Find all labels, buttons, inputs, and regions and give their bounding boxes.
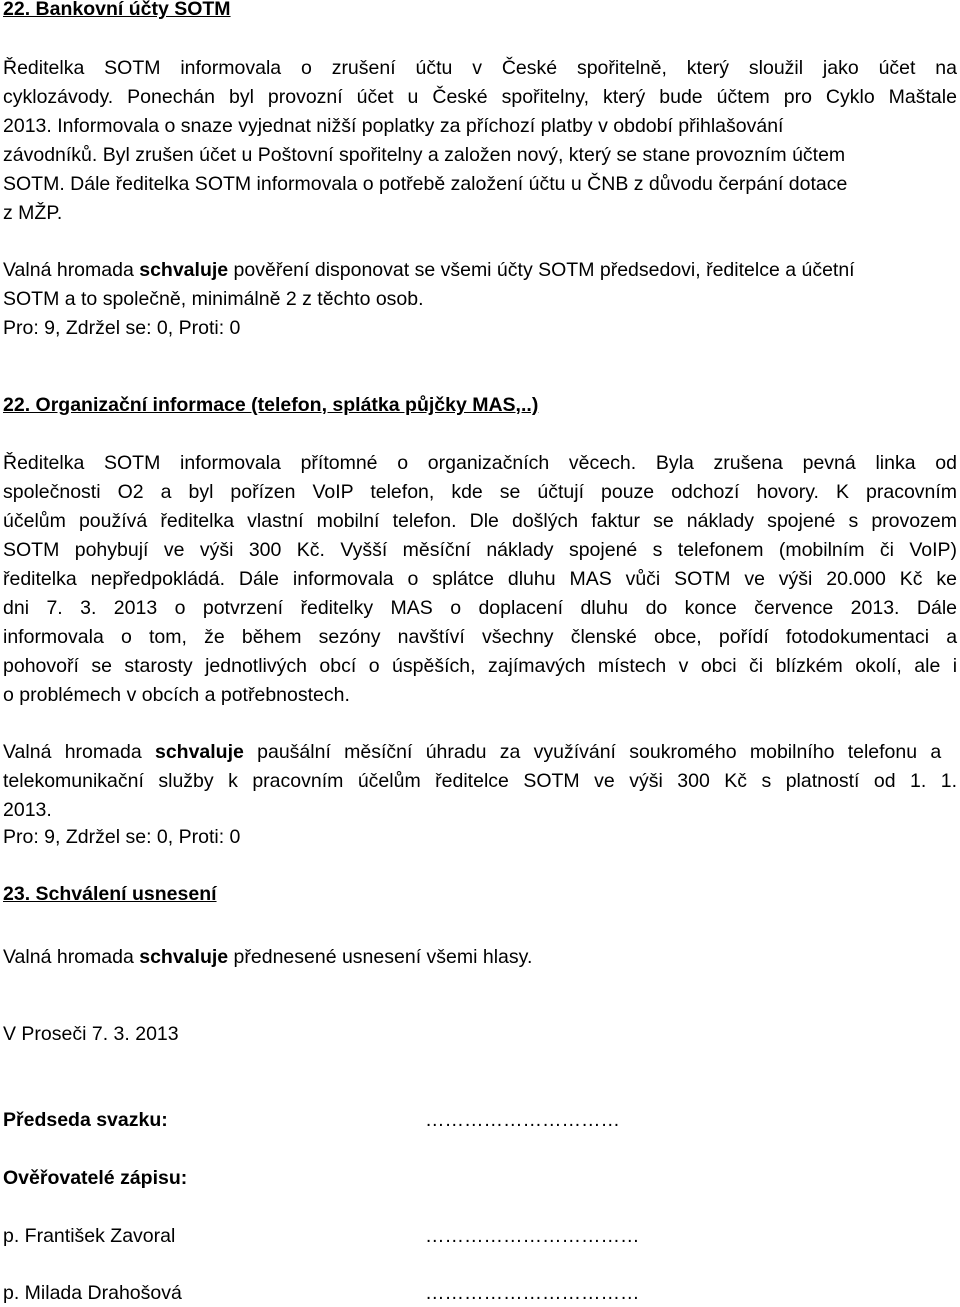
- resolution-prefix: Valná hromada: [3, 259, 140, 281]
- section-heading-approval: 23. Schválení usnesení: [3, 883, 217, 905]
- vote-abstain-value: 0,: [151, 317, 179, 339]
- paragraph-line: ředitelka nepředpokládá. Dále informovala o splátce dluhu MAS vůči SOTM ve výši 20.000 Kč ke: [3, 568, 957, 590]
- paragraph-line: závodníků. Byl zrušen účet u Poštovní spořitelny a založen nový, který se stane provozním účtem: [3, 144, 846, 166]
- paragraph-line: SOTM. Dále ředitelka SOTM informovala o potřebě založení účtu u ČNB z důvodu čerpání dotace: [3, 173, 848, 195]
- verifier-name: p. František Zavoral: [3, 1225, 176, 1247]
- paragraph-line: Ředitelka SOTM informovala o zrušení účtu v České spořitelně, který sloužil jako účet na: [3, 57, 957, 79]
- paragraph-line: společnosti O2 a byl pořízen VoIP telefon, kde se účtují pouze odchozí hovory. K pracovním: [3, 481, 958, 503]
- vote-pro-value: 9,: [38, 317, 66, 339]
- paragraph-line: pohovoří se starosty jednotlivých obcí o úspěších, zajímavých místech v obci či blízkém okolí, ale i: [3, 655, 958, 677]
- chair-signature-line: …………………………: [425, 1109, 620, 1131]
- resolution-line: telekomunikační služby k pracovním účelům ředitelce SOTM ve výši 300 Kč s platností od 1. 1.: [3, 770, 958, 792]
- paragraph-line: informovala o tom, že během sezóny navštíví všechny členské obce, pořídí fotodokumentaci a: [3, 626, 958, 648]
- place-date: V Proseči 7. 3. 2013: [3, 1023, 179, 1045]
- vote-pro-value: 9,: [38, 826, 66, 848]
- paragraph-line: dni 7. 3. 2013 o potvrzení ředitelky MAS o doplacení dluhu do konce července 2013. Dále: [3, 597, 957, 619]
- vote-abstain-value: 0,: [151, 826, 179, 848]
- paragraph-line: cyklozávody. Ponechán byl provozní účet u České spořitelny, který bude účtem pro Cyklo Maštale: [3, 86, 957, 108]
- paragraph-line: Ředitelka SOTM informovala přítomné o organizačních věcech. Byla zrušena pevná linka od: [3, 452, 957, 474]
- paragraph-line: účelům používá ředitelka vlastní mobilní telefon. Dle došlých faktur se náklady spojené s provozem: [3, 510, 957, 532]
- verifier-signature-line: ……………………………: [425, 1225, 640, 1247]
- verifier-signature-line: ……………………………: [425, 1282, 640, 1304]
- vote-against-value: 0: [224, 826, 241, 848]
- vote-abstain-label: Zdržel se:: [65, 317, 152, 339]
- resolution-line: [3, 740, 957, 764]
- resolution-text: paušální měsíční úhradu za využívání soukromého mobilního telefonu a: [243, 741, 942, 763]
- vote-result: [3, 316, 240, 340]
- vote-against-value: 0: [224, 317, 241, 339]
- resolution-prefix: Valná hromada: [3, 741, 155, 763]
- vote-against-label: Proti:: [178, 317, 225, 339]
- resolution-line: SOTM a to společně, minimálně 2 z těchto osob.: [3, 288, 424, 310]
- resolution-text: přednesené usnesení všemi hlasy.: [228, 946, 533, 968]
- vote-pro-label: Pro:: [3, 317, 39, 339]
- paragraph-line: 2013. Informovala o snaze vyjednat nižší poplatky za příchozí platby v období přihlašování: [3, 115, 784, 137]
- resolution-line: 2013.: [3, 799, 52, 821]
- vote-abstain-label: Zdržel se:: [65, 826, 152, 848]
- resolution-prefix: Valná hromada: [3, 946, 140, 968]
- section-heading-bank-accounts: 22. Bankovní účty SOTM: [3, 0, 231, 20]
- vote-result: [3, 825, 240, 849]
- verifier-name: p. Milada Drahošová: [3, 1282, 182, 1304]
- resolution-line: [3, 945, 532, 969]
- resolution-text: pověření disponovat se všemi účty SOTM předsedovi, ředitelce a účetní: [228, 259, 855, 281]
- paragraph-line: o problémech v obcích a potřebnostech.: [3, 684, 350, 706]
- paragraph-line: SOTM pohybují ve výši 300 Kč. Vyšší měsíční náklady spojené s telefonem (mobilním či VoIP): [3, 539, 958, 561]
- resolution-verb: schvaluje: [139, 946, 229, 968]
- resolution-verb: schvaluje: [154, 741, 244, 763]
- section-heading-organizational-info: 22. Organizační informace (telefon, splátka půjčky MAS,..): [3, 394, 539, 416]
- chair-label: Předseda svazku:: [3, 1109, 168, 1131]
- resolution-verb: schvaluje: [139, 259, 229, 281]
- vote-against-label: Proti:: [178, 826, 225, 848]
- paragraph-line: z MŽP.: [3, 202, 63, 224]
- vote-pro-label: Pro:: [3, 826, 39, 848]
- verifiers-label: Ověřovatelé zápisu:: [3, 1167, 188, 1189]
- resolution-line: [3, 258, 855, 282]
